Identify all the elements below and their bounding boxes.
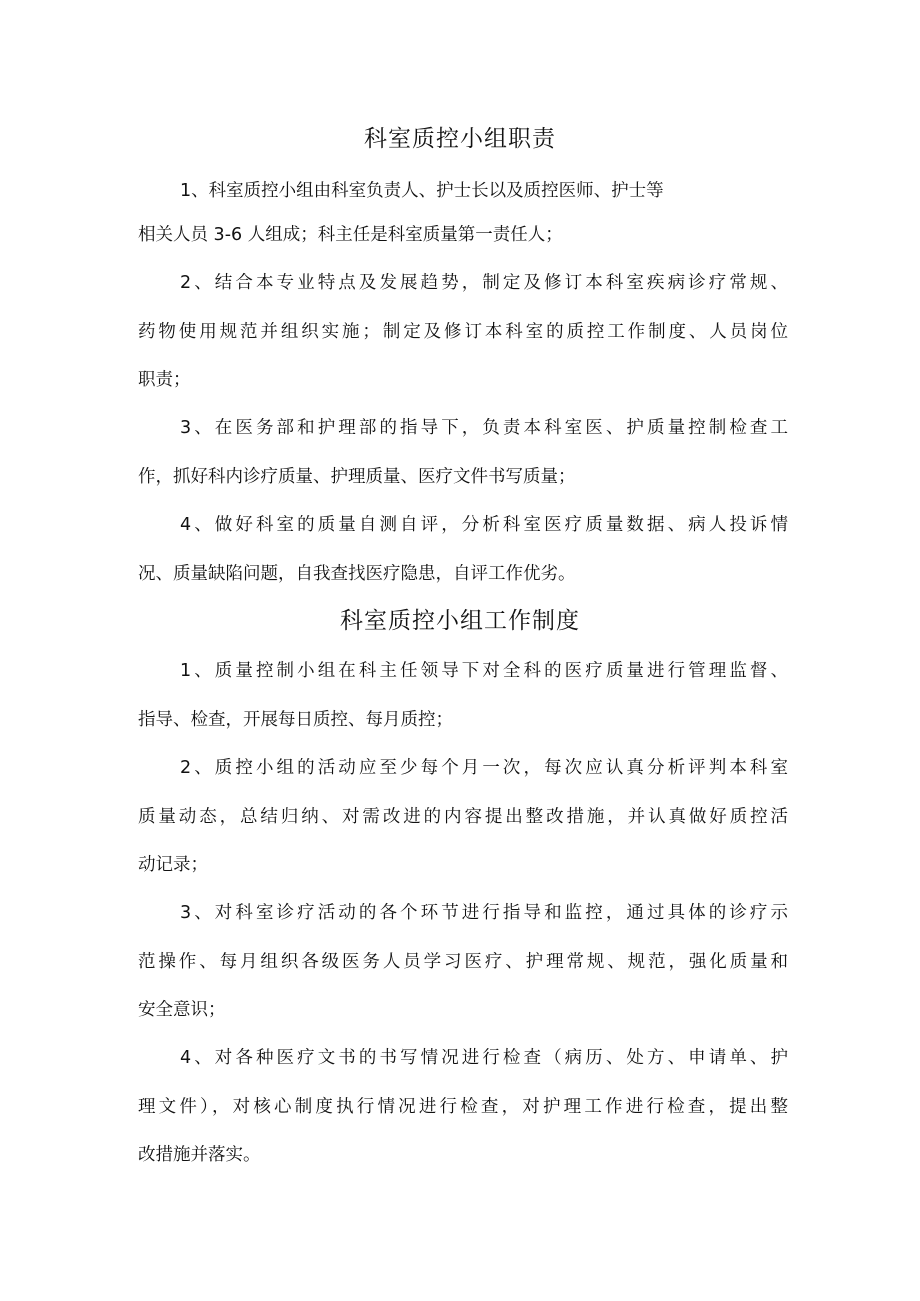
paragraph-line: 1、质量控制小组在科主任领导下对全科的医疗质量进行管理监督、: [180, 661, 788, 681]
paragraph-line: 药物使用规范并组织实施；制定及修订本科室的质控工作制度、人员岗位: [138, 322, 788, 342]
paragraph-line: 3、在医务部和护理部的指导下，负责本科室医、护质量控制检查工: [180, 418, 788, 438]
paragraph-line: 安全意识；: [138, 1000, 226, 1020]
paragraph-line: 3、对科室诊疗活动的各个环节进行指导和监控，通过具体的诊疗示: [180, 903, 788, 923]
section-title-responsibilities: 科室质控小组职责: [364, 126, 556, 152]
paragraph-line: 相关人员 3-6 人组成；科主任是科室质量第一责任人；: [138, 225, 563, 245]
paragraph-line: 指导、检查，开展每日质控、每月质控；: [138, 710, 453, 730]
paragraph-line: 动记录；: [138, 855, 208, 875]
paragraph-line: 改措施并落实。: [138, 1145, 261, 1165]
paragraph-line: 2、质控小组的活动应至少每个月一次，每次应认真分析评判本科室: [180, 758, 788, 778]
paragraph-line: 4、对各种医疗文书的书写情况进行检查（病历、处方、申请单、护: [180, 1048, 788, 1068]
paragraph-line: 2、结合本专业特点及发展趋势，制定及修订本科室疾病诊疗常规、: [180, 273, 788, 293]
paragraph-line: 范操作、每月组织各级医务人员学习医疗、护理常规、规范，强化质量和: [138, 952, 788, 972]
paragraph-line: 职责；: [138, 370, 191, 390]
paragraph-line: 4、做好科室的质量自测自评，分析科室医疗质量数据、病人投诉情: [180, 515, 788, 535]
paragraph-line: 质量动态，总结归纳、对需改进的内容提出整改措施，并认真做好质控活: [138, 807, 788, 827]
paragraph-line: 理文件），对核心制度执行情况进行检查，对护理工作进行检查，提出整: [138, 1097, 788, 1117]
section-title-work-rules: 科室质控小组工作制度: [340, 608, 580, 634]
paragraph-line: 1、科室质控小组由科室负责人、护士长以及质控医师、护士等: [180, 181, 664, 201]
paragraph-line: 况、质量缺陷问题，自我查找医疗隐患，自评工作优劣。: [138, 564, 576, 584]
paragraph-line: 作，抓好科内诊疗质量、护理质量、医疗文件书写质量；: [138, 467, 576, 487]
